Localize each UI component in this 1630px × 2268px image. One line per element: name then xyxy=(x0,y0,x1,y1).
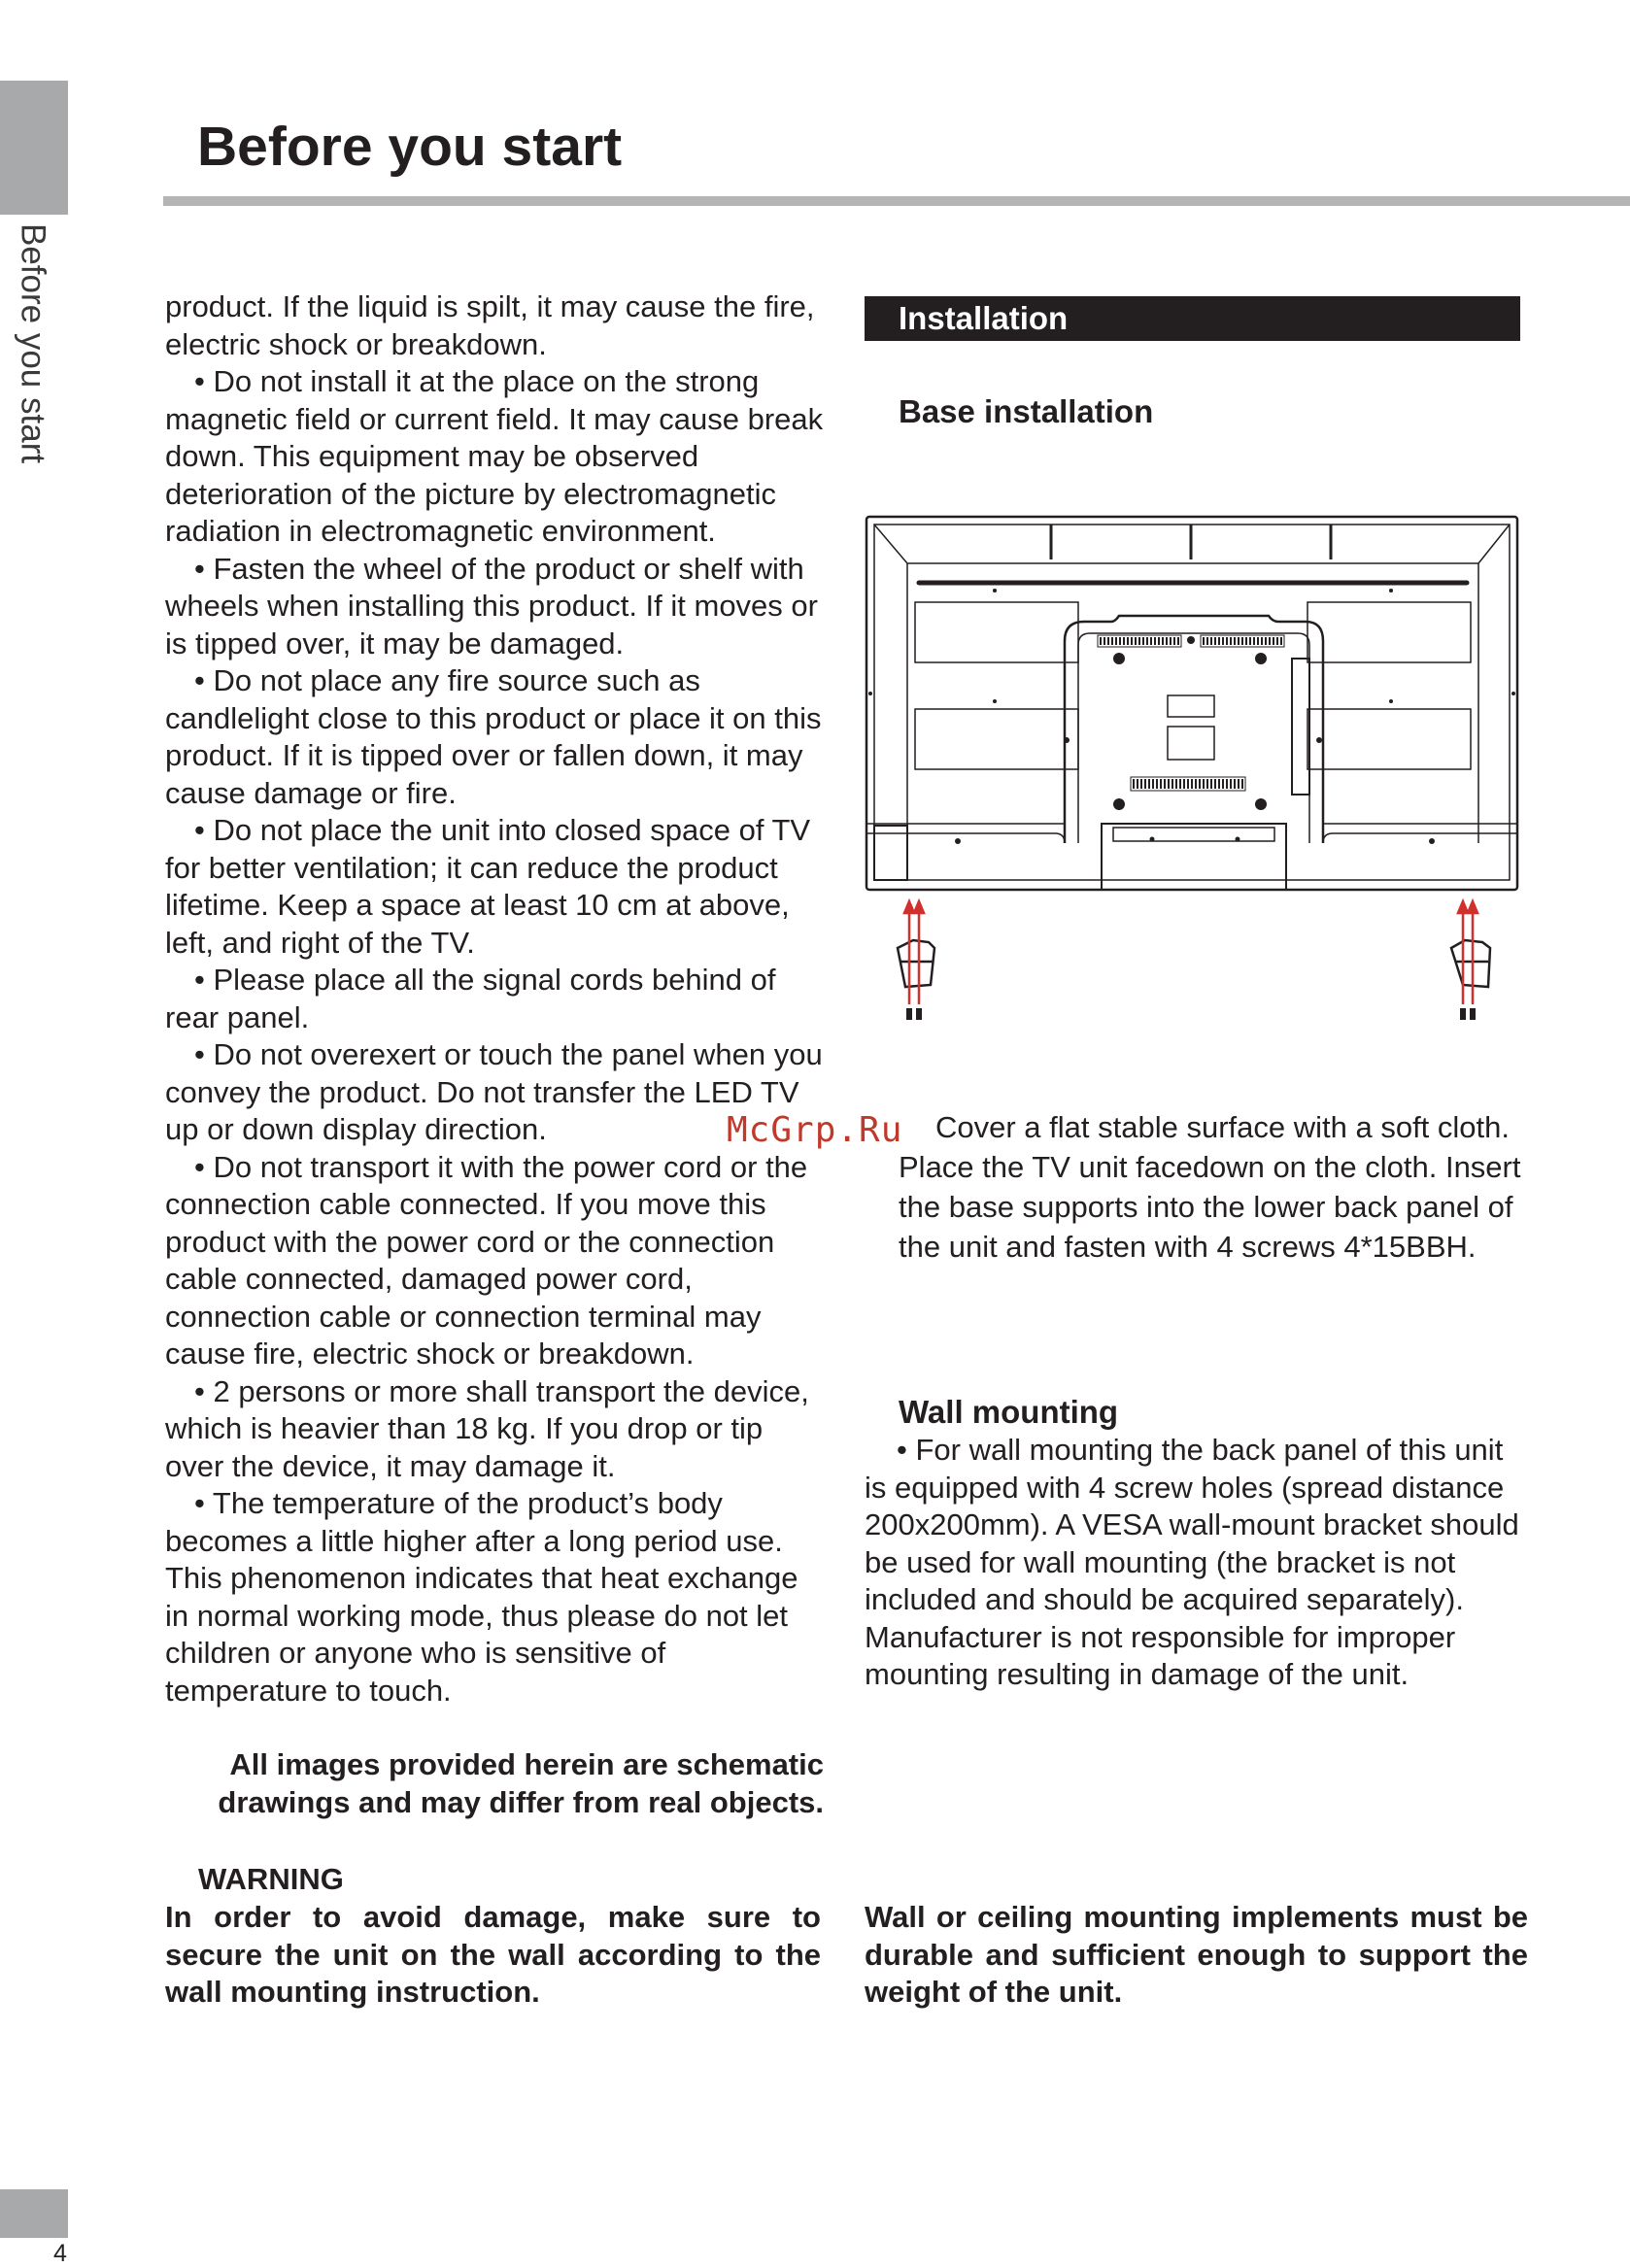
base-installation-heading: Base installation xyxy=(899,393,1154,429)
side-section-label: Before you start xyxy=(14,223,52,464)
wall-mounting-text: • For wall mounting the back panel of this unit is equipped with 4 screw holes (spread distance 200x200mm). A VESA wall-mount bracket should be used for wall mounting (the bracket is not included and should be acquired separately). Manufacturer is not responsible for improper mounting resulting in damage of the unit. xyxy=(865,1432,1525,1694)
base-installation-text: Cover a flat stable surface with a soft cloth. Place the TV unit facedown on the cloth. Insert the base supports into the lower back panel of the unit and fasten with 4 screws 4*15BBH. xyxy=(899,1110,1521,1264)
installation-section-title: Installation xyxy=(899,300,1069,336)
safety-paragraph: product. If the liquid is spilt, it may cause the fire, electric shock or breakdown. xyxy=(165,289,815,361)
page-number: 4 xyxy=(53,2240,67,2267)
wall-mounting-heading: Wall mounting xyxy=(899,1394,1119,1430)
screws xyxy=(906,1008,1476,1020)
left-base-stand xyxy=(898,940,934,987)
side-tab-marker xyxy=(0,81,68,215)
safety-text-column xyxy=(165,288,824,1821)
safety-bullet: • Do not install it at the place on the strong magnetic field or current field. It may cause break down. This equipment may be observed deterioration of the picture by electromagnetic radiation in electromagnetic environment. xyxy=(165,363,824,551)
right-base-stand xyxy=(1451,940,1490,987)
safety-bullet: • Please place all the signal cords behind of rear panel. xyxy=(165,962,824,1036)
tv-back-panel-diagram xyxy=(861,513,1521,1028)
page-title: Before you start xyxy=(197,116,623,178)
watermark: McGrp.Ru xyxy=(727,1110,903,1150)
insertion-arrows xyxy=(904,901,1477,1004)
installation-section-header xyxy=(865,296,1520,341)
mounting-durability-note: Wall or ceiling mounting implements must be durable and sufficient enough to support the weight of the unit. xyxy=(865,1900,1528,2009)
schematic-images-note: All images provided herein are schematic drawings and may differ from real objects. xyxy=(218,1747,824,1819)
tv-back-panel xyxy=(866,517,1517,890)
safety-bullet: • Do not transport it with the power cord or the connection cable connected. If you move this product with the power cord or the connection cable connected, damaged power cord, connection cable or connection terminal may cause fire, electric shock or breakdown. xyxy=(165,1149,824,1373)
safety-bullet: • Do not place the unit into closed space of TV for better ventilation; it can reduce the product lifetime. Keep a space at least 10 cm at above, left, and right of the TV. xyxy=(165,812,824,962)
safety-bullet: • Do not place any fire source such as candlelight close to this product or place it on this product. If it is tipped over or fallen down, it may cause damage or fire. xyxy=(165,662,824,812)
warning-heading: WARNING xyxy=(198,1862,344,1896)
safety-bullet: • 2 persons or more shall transport the device, which is heavier than 18 kg. If you drop or tip over the device, it may damage it. xyxy=(165,1373,824,1486)
title-divider xyxy=(163,196,1630,206)
safety-bullet: • Do not overexert or touch the panel when you convey the product. Do not transfer the LED TV up or down display direction. xyxy=(165,1036,824,1149)
safety-bullet: • The temperature of the product’s body becomes a little higher after a long period use. This phenomenon indicates that heat exchange in normal working mode, thus please do not let children or anyone who is sensitive of temperature to touch. xyxy=(165,1485,824,1709)
page-number-tab xyxy=(0,2189,68,2238)
warning-text: In order to avoid damage, make sure to secure the unit on the wall according to the wall mounting instruction. xyxy=(165,1900,821,2009)
safety-bullet: • Fasten the wheel of the product or shelf with wheels when installing this product. If it moves or is tipped over, it may be damaged. xyxy=(165,551,824,663)
